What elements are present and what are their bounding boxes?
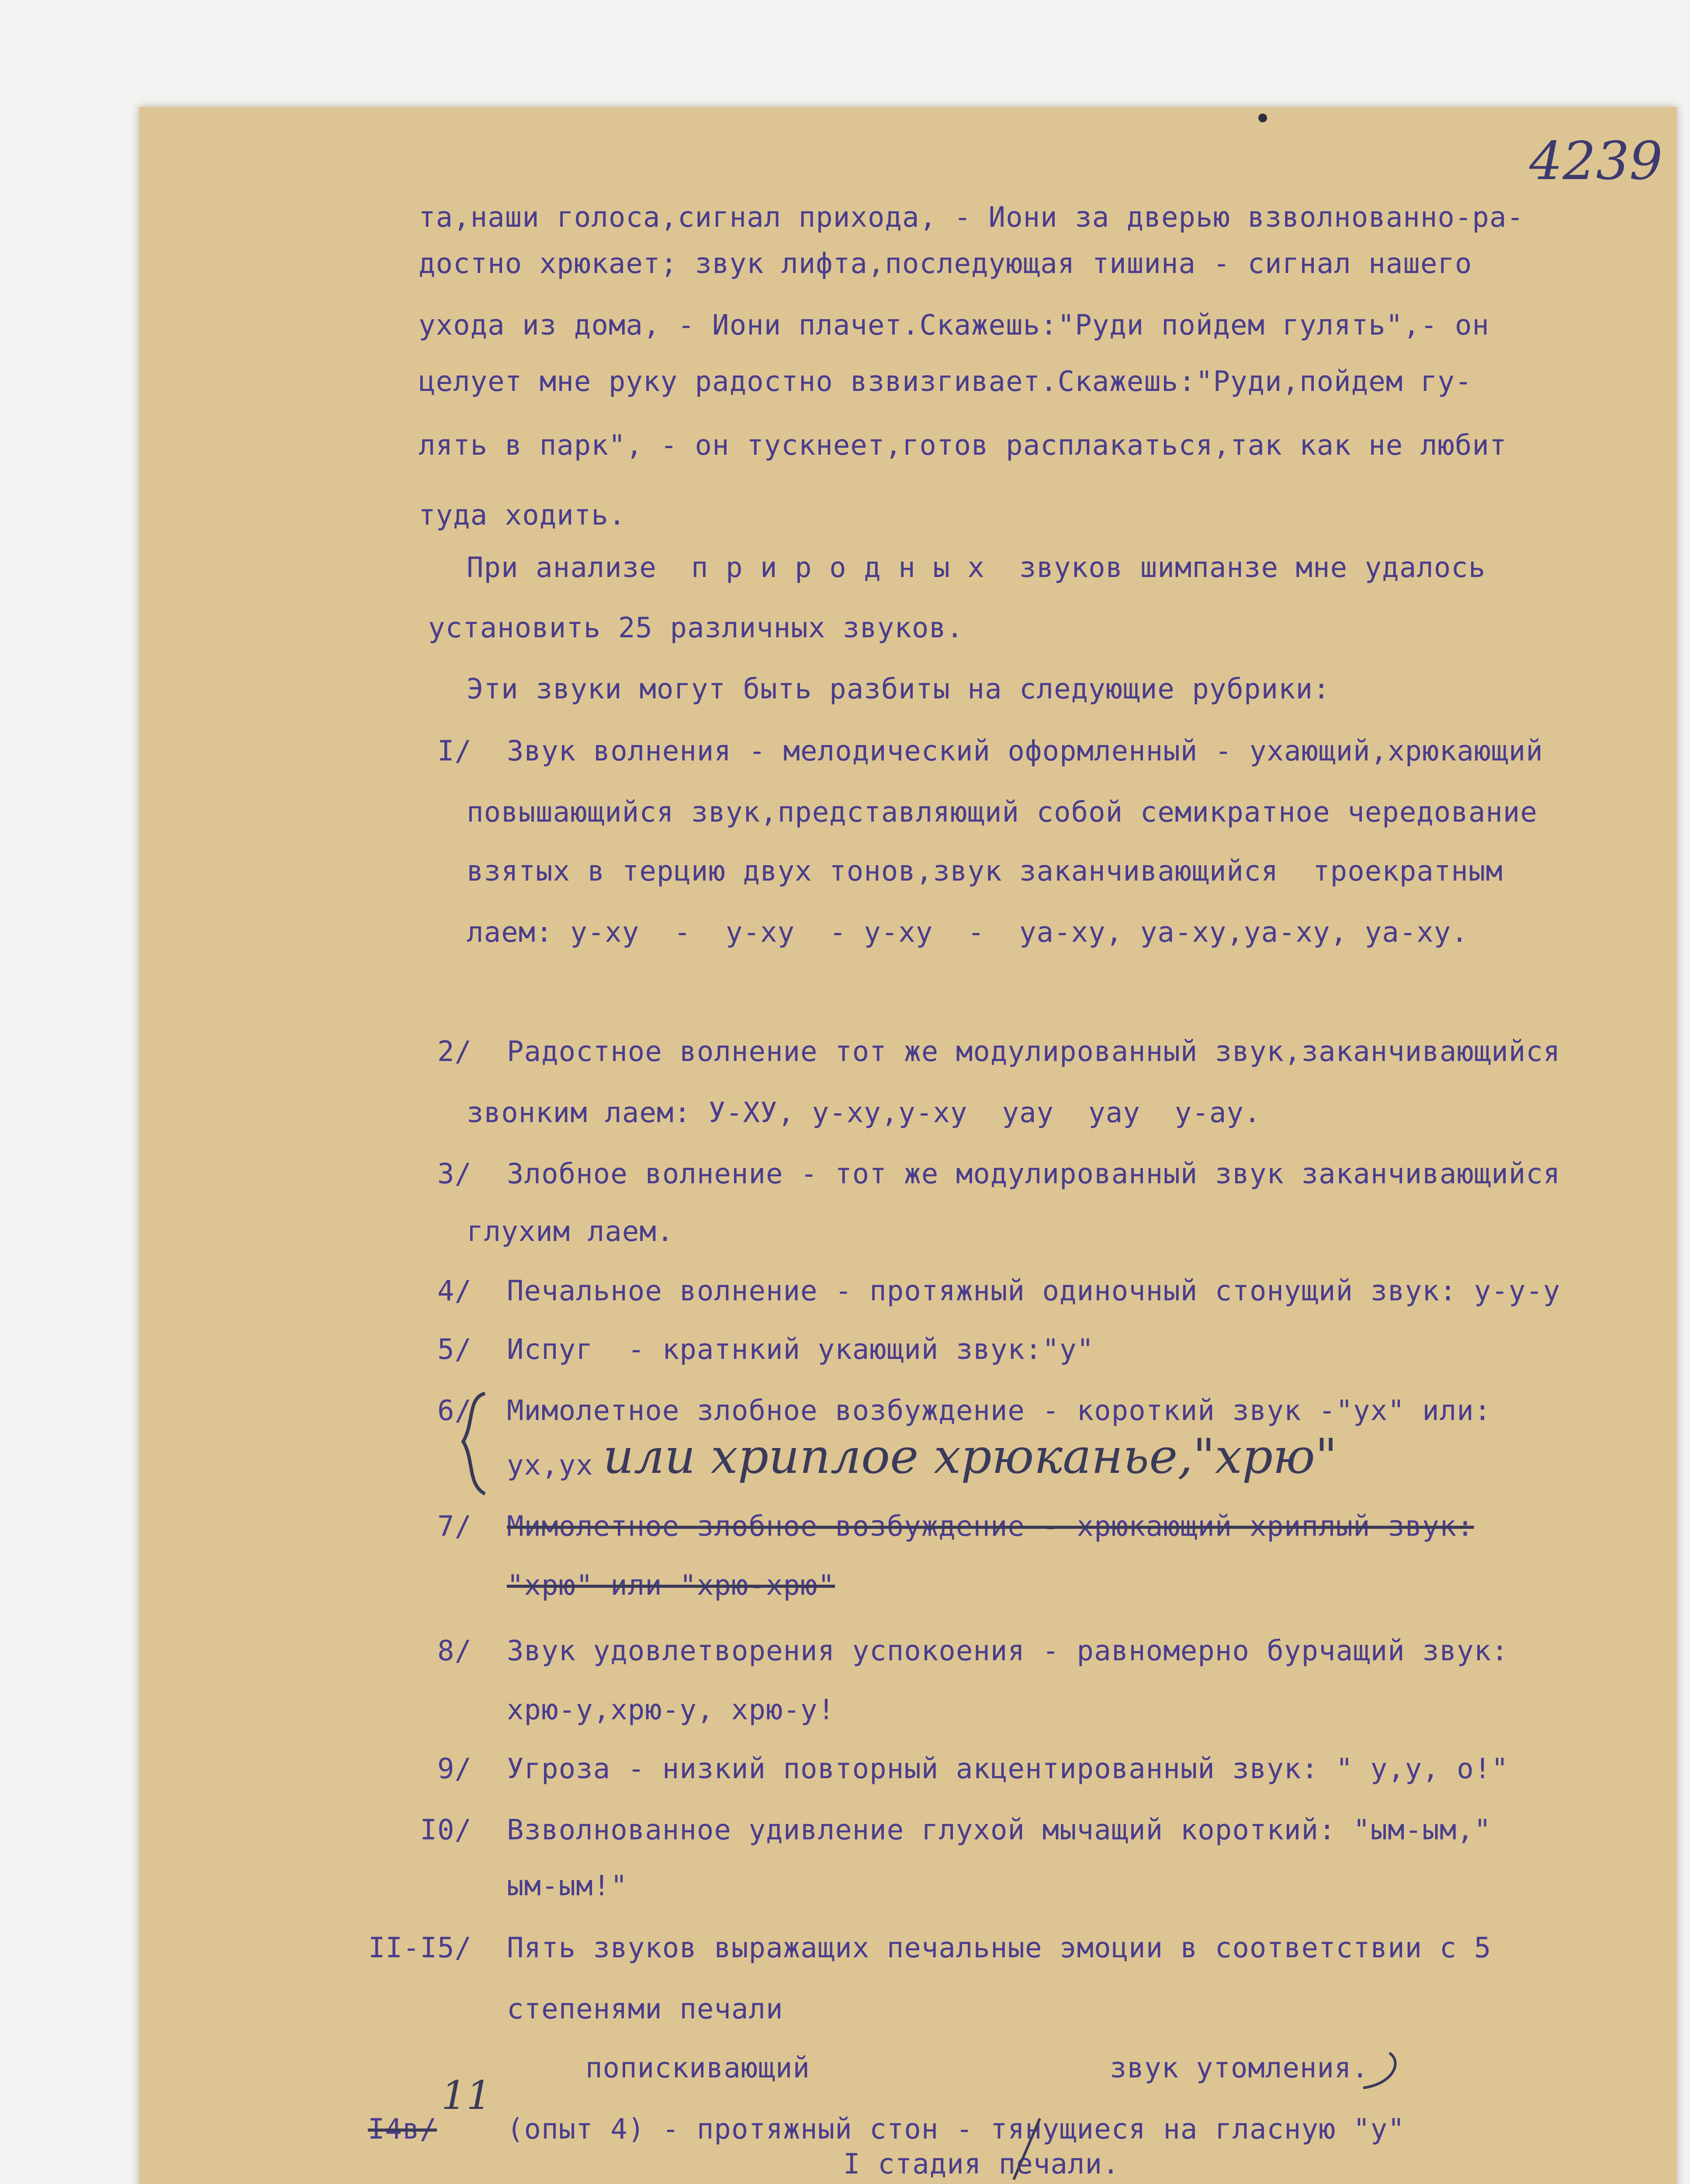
item-number: 5/	[437, 1334, 472, 1366]
item-text: степенями печали	[507, 1993, 783, 2025]
text-line: та,наши голоса,сигнал прихода, - Иони за дверью взволнованно-ра-	[419, 201, 1524, 234]
item-text: хрю-у,хрю-у, хрю-у!	[507, 1694, 835, 1726]
item-text: взятых в терцию двух тонов,звук заканчивающийся троекратным	[467, 855, 1503, 888]
text-line: ухода из дома, - Иони плачет.Скажешь:"Руди пойдем гулять",- он	[419, 309, 1489, 342]
struck-item-text: Мимолетное злобное возбуждение - хрюкающий хриплый звук:	[507, 1510, 1474, 1543]
struck-item-text: "хрю" или "хрю-хрю"	[507, 1569, 835, 1602]
paper-sheet	[139, 107, 1677, 2184]
text-line: лять в парк", - он тускнеет,готов расплакаться,так как не любит	[419, 429, 1507, 462]
handwritten-number: 11	[441, 2073, 492, 2118]
item-number: II-I5/	[368, 1932, 472, 1964]
item-text: I стадия печали.	[843, 2148, 1120, 2181]
item-number: I/	[437, 735, 472, 767]
text-line: достно хрюкает; звук лифта,последующая тишина - сигнал нашего	[419, 248, 1472, 280]
item-text: глухим лаем.	[467, 1216, 674, 1248]
item-text: (опыт 4) - протяжный стон - тянущиеся на гласную "у"	[507, 2113, 1405, 2146]
item-number: 6/	[437, 1395, 472, 1427]
item-number: 9/	[437, 1753, 472, 1785]
item-text: звук утомления.	[1110, 2052, 1369, 2084]
item-number: 3/	[437, 1158, 472, 1190]
struck-item-number: I4в/	[367, 2113, 437, 2146]
folio-number: 4239	[1529, 131, 1663, 192]
item-text: Мимолетное злобное возбуждение - короткий звук -"ух" или:	[507, 1395, 1492, 1427]
item-number: 7/	[437, 1510, 472, 1543]
item-text: ух,ух	[507, 1449, 593, 1482]
text-line: туда ходить.	[419, 499, 626, 532]
item-number: I0/	[420, 1814, 472, 1846]
item-text: Взволнованное удивление глухой мычащий короткий: "ым-ым,"	[507, 1814, 1492, 1846]
item-text: Печальное волнение - протяжный одиночный стонущий звук: у-у-у	[507, 1275, 1561, 1307]
item-text: Угроза - низкий повторный акцентированный звук: " у,у, о!"	[507, 1753, 1509, 1785]
item-text: Испуг - кратнкий укающий звук:"у"	[507, 1334, 1094, 1366]
item-text: попискивающий	[585, 2052, 810, 2084]
item-number: 2/	[437, 1036, 472, 1068]
text-line: Эти звуки могут быть разбиты на следующие рубрики:	[467, 673, 1330, 705]
item-text: Радостное волнение тот же модулированный звук,заканчивающийся	[507, 1036, 1561, 1068]
item-text: Пять звуков выражащих печальные эмоции в соответствии с 5	[507, 1932, 1492, 1964]
item-text: лаем: у-ху - у-ху - у-ху - уа-ху, уа-ху,уа-ху, уа-ху.	[467, 916, 1468, 949]
item-text: звонким лаем: У-ХУ, у-ху,у-ху уау уау у-ау.	[467, 1097, 1261, 1129]
item-text: Звук удовлетворения успокоения - равномерно бурчащий звук:	[507, 1635, 1509, 1667]
item-text: Злобное волнение - тот же модулированный звук заканчивающийся	[507, 1158, 1561, 1190]
text-line: При анализе п р и р о д н ы х звуков шимпанзе мне удалось	[467, 552, 1486, 584]
item-text: повышающийся звук,представляющий собой семикратное чередование	[467, 796, 1538, 829]
handwritten-insertion: или хриплое хрюканье,"хрю"	[603, 1428, 1337, 1484]
item-number: 8/	[437, 1635, 472, 1667]
item-text: Звук волнения - мелодический оформленный - ухающий,хрюкающий	[507, 735, 1543, 767]
text-line: целует мне руку радостно взвизгивает.Скажешь:"Руди,пойдем гу-	[419, 366, 1472, 398]
item-text: ым-ым!"	[507, 1870, 628, 1902]
text-line: установить 25 различных звуков.	[428, 612, 964, 644]
item-number: 4/	[437, 1275, 472, 1307]
